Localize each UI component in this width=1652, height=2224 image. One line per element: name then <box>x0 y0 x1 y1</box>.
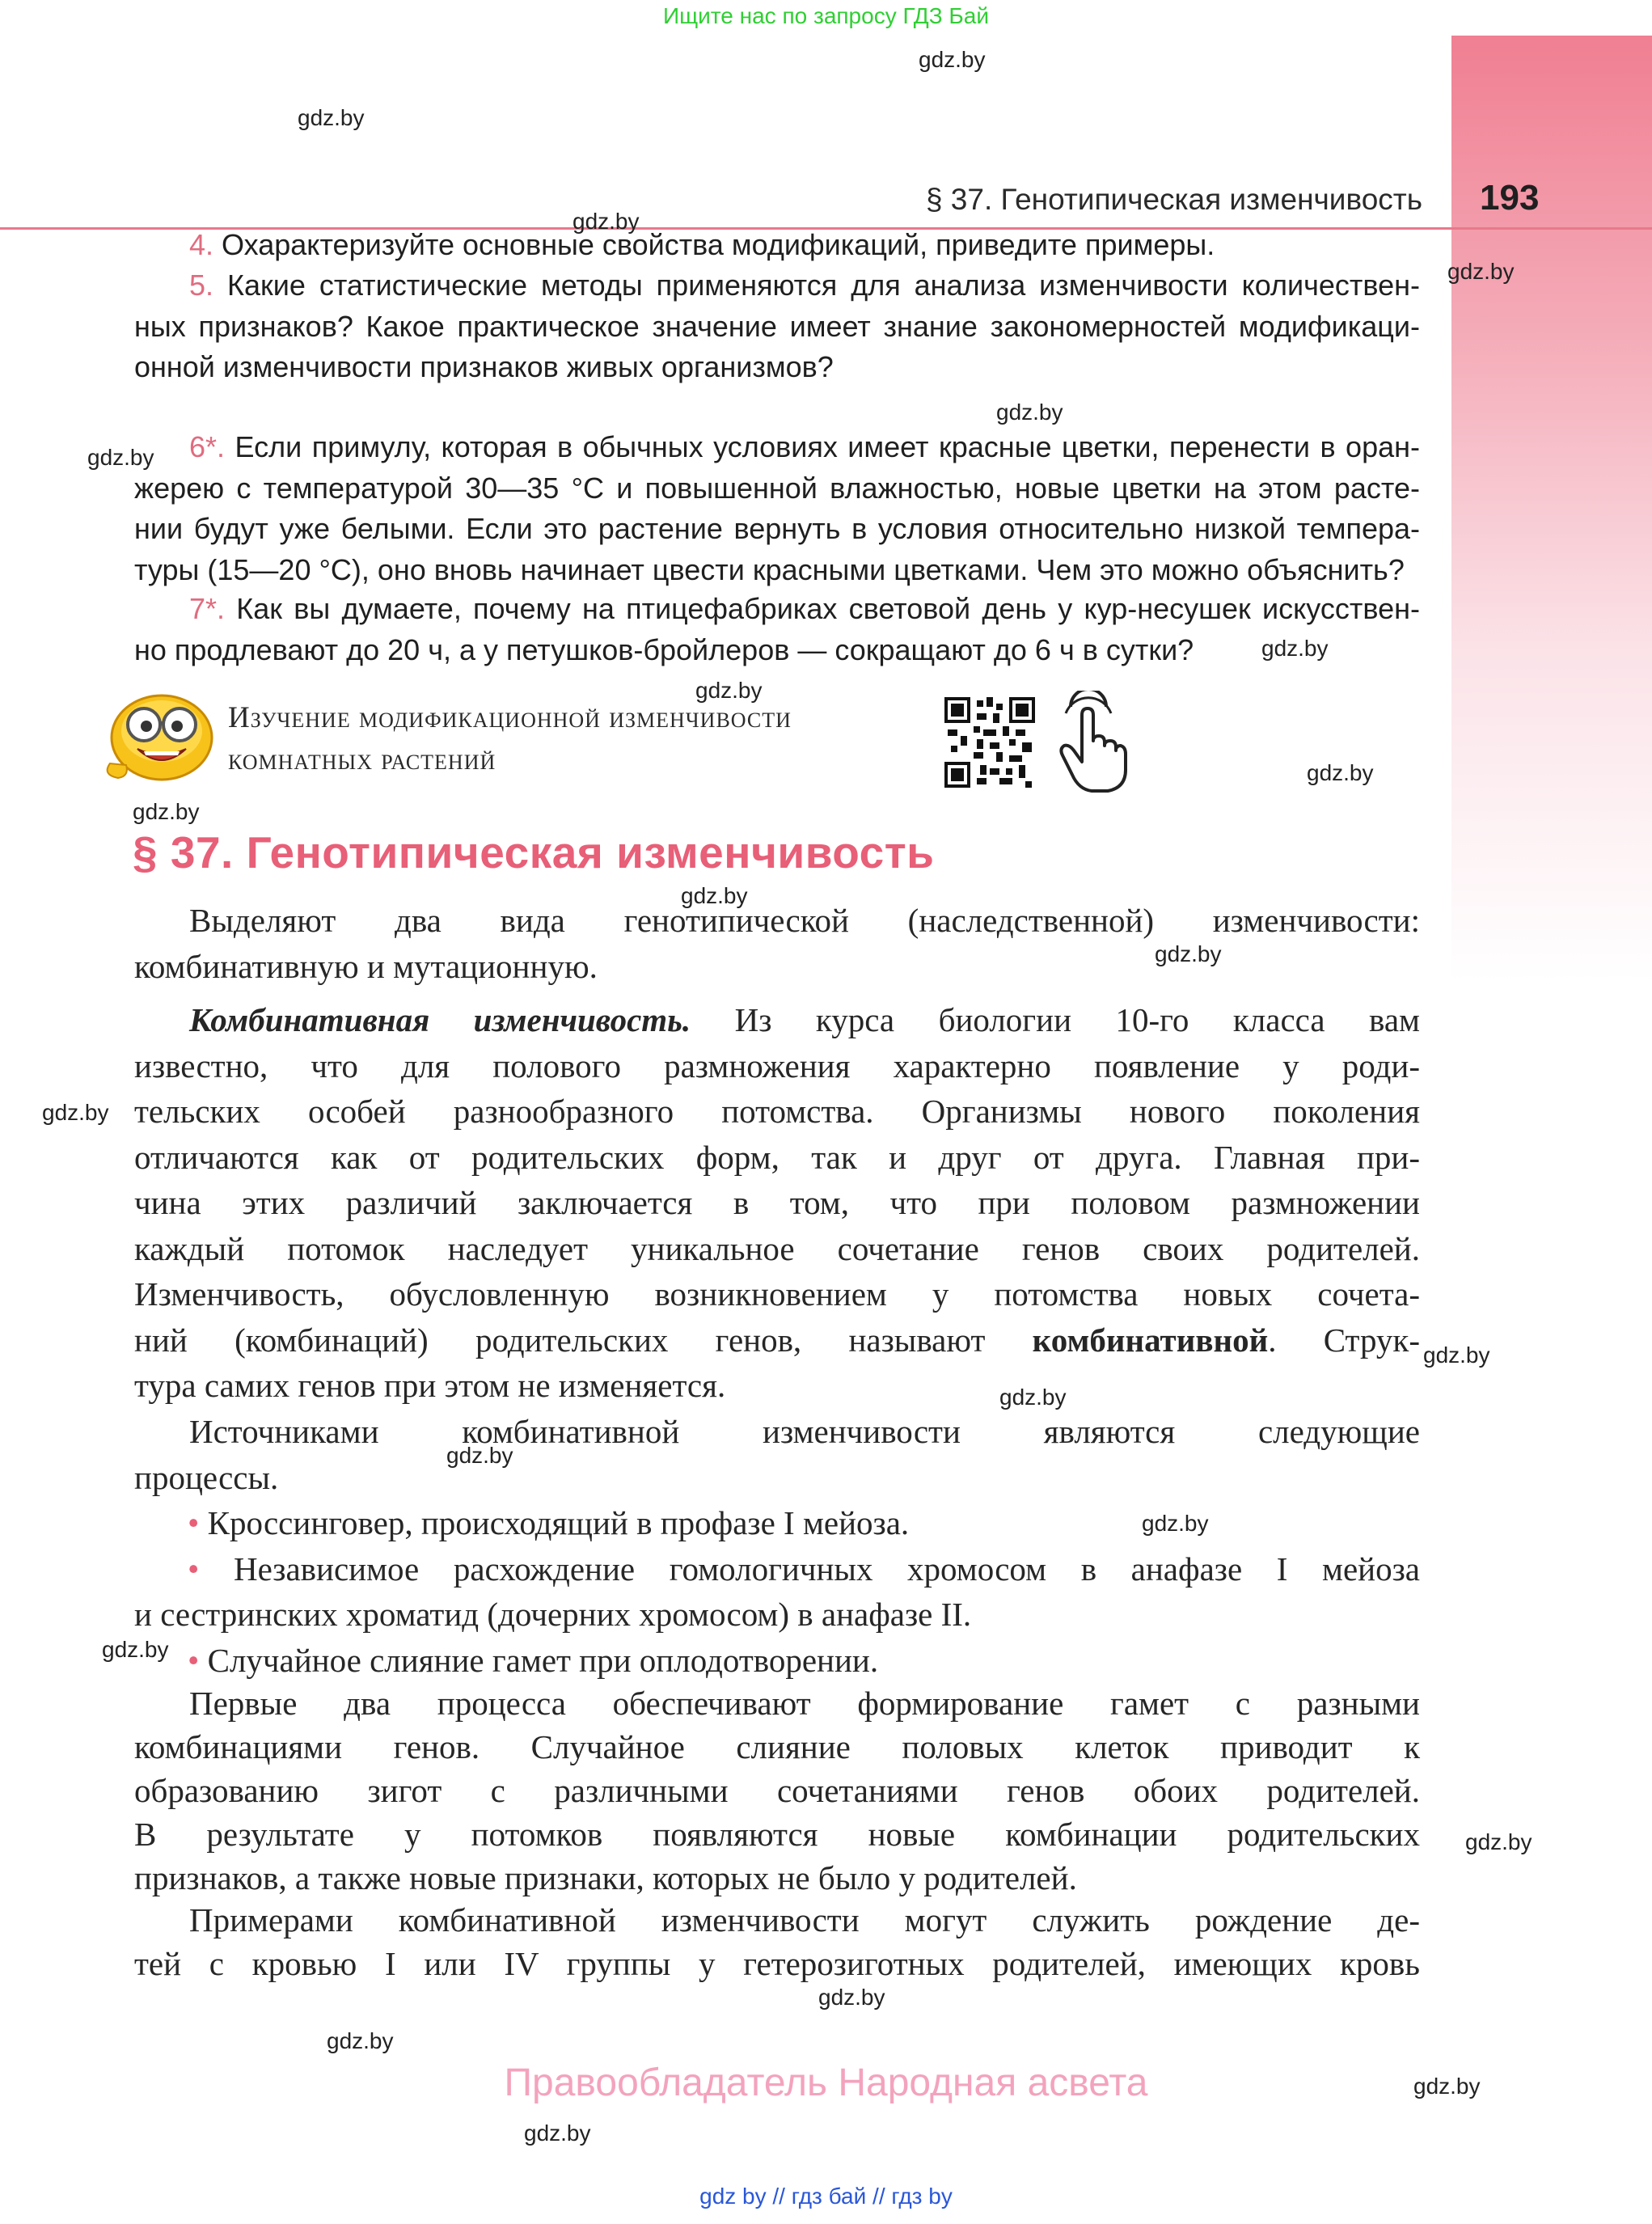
question-text: жерею с температурой 30—35 °С и повышенной влажностью, новые цветки на этом расте- <box>134 471 1420 505</box>
watermark: gdz.by <box>681 883 748 908</box>
paragraph-line: тей с кровью I или IV группы у гетерозиготных родителей, имеющих кровь <box>134 1945 1420 1982</box>
running-head: § 37. Генотипическая изменчивость <box>925 183 1422 216</box>
question-text: ных признаков? Какое практическое значение имеет знание закономерностей модификаци- <box>134 309 1420 343</box>
paragraph-combinative <box>134 997 1420 1409</box>
paragraph-line: . Струк- <box>1268 1321 1420 1359</box>
watermark: gdz.by <box>87 445 154 470</box>
watermark: gdz.by <box>102 1637 169 1662</box>
list-item-continuation: и сестринских хроматид (дочерних хромосом) в анафазе II. <box>134 1596 972 1633</box>
watermark: gdz.by <box>524 2120 591 2146</box>
watermark: gdz.by <box>298 105 365 130</box>
paragraph-line: В результате у потомков появляются новые комбинации родительских <box>134 1816 1420 1853</box>
watermark: gdz.by <box>572 209 640 234</box>
question-text: Как вы думаете, почему на птицефабриках световой день у кур-несушек искусствен- <box>236 592 1420 625</box>
paragraph-line: отличаются как от родительских форм, так и друг от друга. Главная при- <box>134 1138 1420 1176</box>
bullet-icon: • <box>188 1504 200 1541</box>
paragraph-intro <box>134 898 1420 989</box>
lab-work-title <box>228 697 792 781</box>
question-6 <box>134 427 1420 590</box>
paragraph-line: известно, что для полового размножения характерно появление у роди- <box>134 1046 1420 1085</box>
paragraph-line: ний (комбинаций) родительских генов, называют <box>134 1321 1033 1359</box>
question-4 <box>134 225 1420 266</box>
touch-hand-icon[interactable] <box>1054 691 1127 794</box>
question-number: 4. <box>189 228 214 261</box>
paragraph-line: комбинациями генов. Случайное слияние половых клеток приводит к <box>134 1728 1420 1765</box>
lab-work-line: Изучение модификационной изменчивости <box>228 701 792 734</box>
question-text: онной изменчивости признаков живых организмов? <box>134 350 834 383</box>
paragraph-line: Первые два процесса обеспечивают формирование гамет с разными <box>189 1685 1420 1722</box>
qr-code-icon[interactable] <box>944 697 1035 788</box>
paragraph-examples <box>134 1898 1420 1985</box>
paragraph-line: процессы. <box>134 1458 279 1496</box>
paragraph-line: каждый потомок наследует уникальное сочетание генов своих родителей. <box>134 1229 1420 1267</box>
watermark: gdz.by <box>999 1385 1067 1410</box>
question-number: 7*. <box>189 592 226 625</box>
smiley-icon <box>102 686 222 783</box>
question-text: Какие статистические методы применяются для анализа изменчивости количествен- <box>227 268 1420 302</box>
page-number: 193 <box>1480 178 1540 218</box>
paragraph-line: признаков, а также новые признаки, которых не было у родителей. <box>134 1859 1077 1896</box>
paragraph-line: Изменчивость, обусловленную возникновением у потомства новых сочета- <box>134 1275 1420 1313</box>
bullet-icon: • <box>188 1641 200 1679</box>
watermark: gdz.by <box>1447 259 1515 284</box>
paragraph-processes <box>134 1681 1420 1900</box>
paragraph-line: образованию зигот с различными сочетаниями генов обоих родителей. <box>134 1772 1420 1809</box>
watermark: gdz.by <box>818 1985 885 2010</box>
list-item: • Кроссинговер, происходящий в профазе I мейоза. <box>188 1504 910 1541</box>
watermark: gdz.by <box>695 678 763 703</box>
watermark: gdz.by <box>996 400 1063 425</box>
paragraph-sources <box>134 1409 1420 1500</box>
question-text: но продлевают до 20 ч, а у петушков-бройлеров — сокращают до 6 ч в сутки? <box>134 632 1194 666</box>
paragraph-line: Выделяют два вида генотипической (наследственной) изменчивости: <box>189 902 1420 939</box>
paragraph-line: Источниками комбинативной изменчивости являются следующие <box>189 1413 1420 1450</box>
watermark: gdz.by <box>327 2028 394 2053</box>
watermark: gdz.by <box>133 799 200 824</box>
lab-work-line: комнатных растений <box>228 743 496 776</box>
bullet-list <box>134 1500 1420 1683</box>
watermark: gdz.by <box>1155 941 1222 966</box>
term-bold: комбинативной <box>1032 1321 1269 1359</box>
paragraph-line: Из курса биологии 10-го класса вам <box>691 1001 1420 1038</box>
question-7 <box>134 589 1420 670</box>
list-item: • Независимое расхождение гомологичных хромосом в анафазе I мейоза <box>188 1550 1420 1588</box>
question-text: туры (15—20 °С), оно вновь начинает цвести красными цветками. Чем это можно объяснить? <box>134 552 1405 586</box>
paragraph-line: комбинативную и мутационную. <box>134 947 598 985</box>
bottom-links[interactable]: gdz by // гдз бай // гдз by <box>699 2184 953 2209</box>
paragraph-line: Примерами комбинативной изменчивости могут служить рождение де- <box>189 1901 1420 1939</box>
bullet-icon: • <box>188 1550 200 1588</box>
paragraph-line: тельских особей разнообразного потомства. Организмы нового поколения <box>134 1093 1420 1130</box>
question-5 <box>134 265 1420 388</box>
question-number: 6*. <box>189 430 226 463</box>
watermark: gdz.by <box>446 1443 513 1468</box>
watermark: gdz.by <box>919 47 986 72</box>
question-number: 5. <box>189 268 214 302</box>
question-text: Если примулу, которая в обычных условиях имеет красные цветки, перенести в оран- <box>234 430 1420 463</box>
watermark: gdz.by <box>1307 760 1374 785</box>
term-combinative: Комбинативная изменчивость. <box>189 1001 691 1038</box>
paragraph-line: чина этих различий заключается в том, что при половом размножении <box>134 1184 1420 1221</box>
copyright-notice: Правообладатель Народная асвета <box>504 2061 1148 2104</box>
paragraph-line: тура самих генов при этом не изменяется. <box>134 1367 726 1404</box>
watermark: gdz.by <box>1423 1342 1490 1368</box>
top-banner[interactable]: Ищите нас по запросу ГДЗ Бай <box>662 3 990 28</box>
watermark: gdz.by <box>42 1100 109 1125</box>
watermark: gdz.by <box>1413 2074 1481 2099</box>
watermark: gdz.by <box>1465 1829 1532 1854</box>
list-item: • Случайное слияние гамет при оплодотворении. <box>188 1641 879 1679</box>
question-text: Охарактеризуйте основные свойства модификаций, приведите примеры. <box>222 228 1215 261</box>
watermark: gdz.by <box>1261 636 1329 661</box>
question-text: нии будут уже белыми. Если это растение вернуть в условия относительно низкой темпера- <box>134 512 1420 545</box>
section-title: § 37. Генотипическая изменчивость <box>133 827 935 877</box>
watermark: gdz.by <box>1142 1511 1209 1536</box>
